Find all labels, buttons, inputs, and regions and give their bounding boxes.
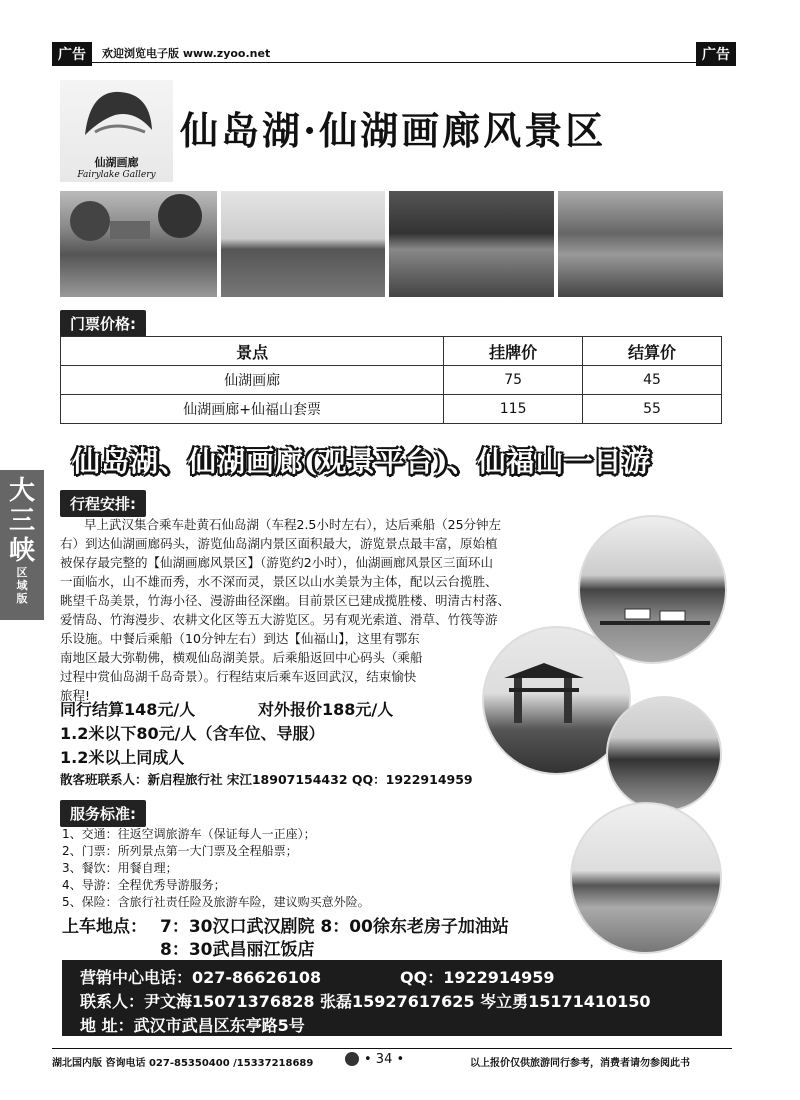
sales-qq: QQ：1922914959: [400, 968, 555, 987]
contact-line: 散客班联系人：新启程旅行社 宋江18907154432 QQ：1922914959: [60, 772, 473, 787]
service-list: [62, 826, 562, 911]
logo-cn: 仙湖画廊: [94, 156, 139, 169]
table-cell: 55: [583, 395, 722, 424]
hillside-tree-icon: [60, 191, 217, 297]
footer-left: 湖北国内版 咨询电话 027-85350400 /15337218689: [52, 1058, 314, 1069]
column-header: 结算价: [583, 337, 722, 366]
site-text[interactable]: 欢迎浏览电子版 www.zyoo.net: [102, 47, 271, 60]
table-cell: 115: [444, 395, 583, 424]
contact-box: [62, 960, 722, 1036]
footer-right: 以上报价仅供旅游同行参考，消费者请勿参阅此书: [470, 1058, 690, 1069]
table-cell: 仙湖画廊+仙福山套票: [61, 395, 444, 424]
itinerary-line: 眺望千岛美景，竹海小径、漫游曲径深幽。目前景区已建成揽胜楼、明清古村落、: [60, 593, 511, 608]
list-item: 5、保险：含旅行社责任险及旅游车险，建议购买意外险。: [62, 895, 370, 909]
price-adult-height: 1.2米以上同成人: [60, 748, 185, 767]
logo-emblem-icon: [60, 80, 173, 150]
itinerary-line: 被保存最完整的【仙湖画廊风景区】（游览约2小时），仙湖画廊风景区三面环山: [60, 555, 493, 570]
header-rule: [52, 62, 732, 63]
itinerary-line: 爱情岛、竹海漫步、农耕文化区等五大游览区。另有观光索道、滑草、竹筏等游: [60, 612, 498, 627]
column-header: 挂牌价: [444, 337, 583, 366]
ad-tag-left: 广告: [52, 42, 92, 66]
photo-circle-lake: [570, 802, 722, 954]
photo-canal-bridge: [389, 191, 554, 297]
pickup-line-2: 8：30武昌丽江饭店: [160, 940, 315, 960]
side-tab-small: 区域版: [16, 566, 28, 605]
itinerary-line: 乐设施。中餐后乘船（10分钟左右）到达【仙福山】，这里有鄂东: [60, 631, 420, 646]
photo-hillside-house: [60, 191, 217, 297]
table-cell: 45: [583, 366, 722, 395]
pickup-label: 上车地点：: [62, 917, 147, 937]
ad-tag-right: 广告: [696, 42, 736, 66]
itinerary-line: 右）到达仙湖画廊码头，游览仙岛湖内景区面积最大，游览景点最丰富，原始植: [60, 536, 498, 551]
logo: [60, 80, 173, 182]
table-header-row: [61, 337, 722, 366]
itinerary-line: 过程中赏仙岛湖千岛奇景）。行程结束后乘车返回武汉，结束愉快: [60, 669, 417, 684]
itinerary-line: 早上武汉集合乘车赴黄石仙岛湖（车程2.5小时左右），达后乘船（25分钟左: [84, 517, 502, 532]
table-cell: 仙湖画廊: [61, 366, 444, 395]
price-child: 1.2米以下80元/人（含车位、导服）: [60, 724, 325, 743]
photo-dining-pier: [558, 191, 723, 297]
pickup-line-1: 7：30汉口武汉剧院 8：00徐东老房子加油站: [160, 917, 509, 937]
itinerary-line: 一面临水，山不雄而秀，水不深而灵，景区以山水美景为主体，配以云台揽胜、: [60, 574, 498, 589]
footer-rule: [52, 1048, 732, 1049]
boats-icon: [580, 517, 725, 662]
main-title: 仙岛湖·仙湖画廊风景区: [180, 108, 607, 153]
photo-circle-island: [606, 696, 722, 812]
logo-en: Fairylake Gallery: [77, 170, 156, 180]
table-cell: 75: [444, 366, 583, 395]
price-public: 对外报价188元/人: [258, 700, 394, 719]
ticket-table: [60, 336, 722, 424]
tour-title: 仙岛湖、仙湖画廊(观景平台)、仙福山一日游: [72, 445, 652, 478]
list-item: 1、交通：往返空调旅游车（保证每人一正座）；: [62, 827, 316, 841]
address: 地 址：武汉市武昌区东亭路5号: [80, 1016, 305, 1035]
column-header: 景点: [61, 337, 444, 366]
sales-phone: 营销中心电话：027-86626108: [80, 968, 322, 987]
side-tab-big: 大三峡: [8, 476, 35, 566]
itinerary-line: 旅程!: [60, 688, 91, 703]
list-item: 2、门票：所列景点第一大门票及全程船票；: [62, 844, 298, 858]
list-item: 3、餐饮：用餐自理；: [62, 861, 178, 875]
service-heading: 服务标准:: [60, 800, 146, 827]
price-settlement: 同行结算148元/人: [60, 700, 196, 719]
page-number: • 34 •: [364, 1052, 405, 1067]
list-item: 4、导游：全程优秀导游服务；: [62, 878, 226, 892]
ticket-heading: 门票价格:: [60, 310, 146, 337]
page-badge-icon: [345, 1052, 359, 1066]
table-row: [61, 366, 722, 395]
table-row: [61, 395, 722, 424]
itinerary-heading: 行程安排:: [60, 490, 146, 517]
contact-people: 联系人：尹文海15071376828 张磊15927617625 岑立勇15171410150: [80, 992, 651, 1011]
side-tab[interactable]: [0, 470, 44, 620]
photo-lake-view: [221, 191, 385, 297]
itinerary-line: 南地区最大弥勒佛，横观仙岛湖美景。后乘船返回中心码头（乘船: [60, 650, 423, 665]
